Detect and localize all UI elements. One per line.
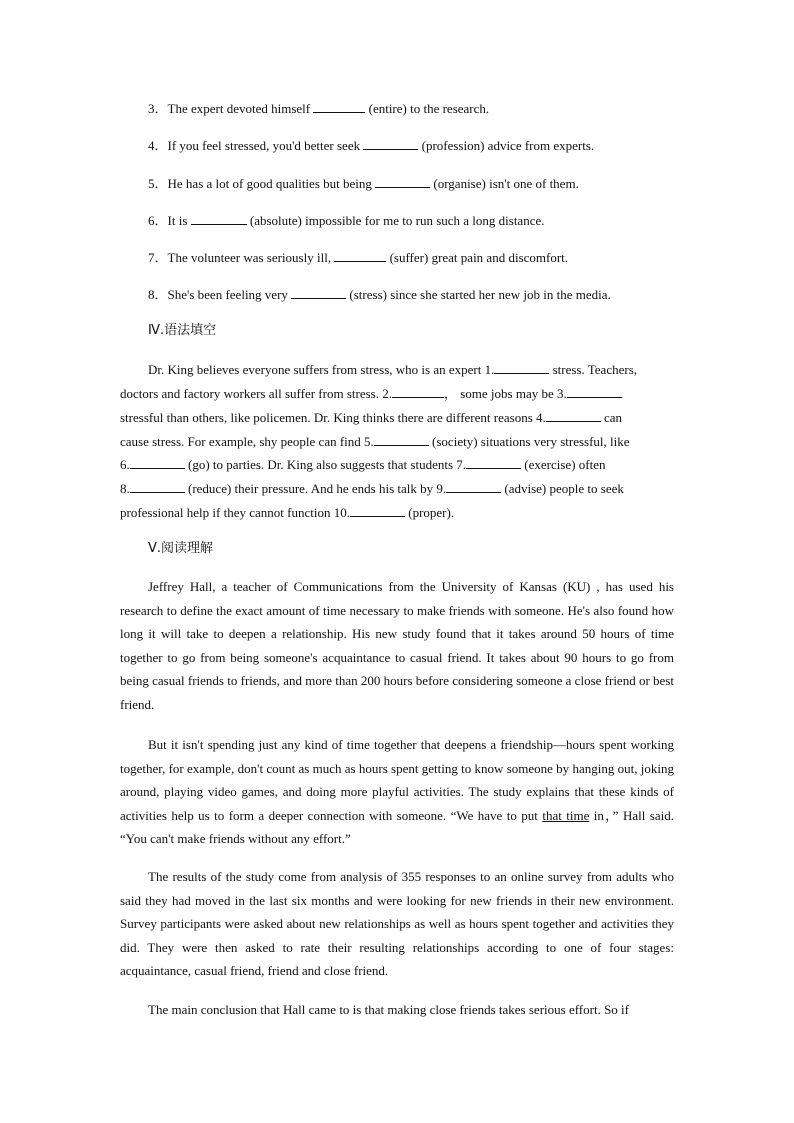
paragraph-text: The results of the study come from analysis of 355 responses to an online survey from adults who said they had moved in the last six months and were looking for new friends in their new environment. Survey participants were asked about new relationships as well as hours spent together and activities they did. They were then asked to rate their resulting relationships according to one of four stages: acquaintance, casual friend, friend and close friend. (120, 869, 674, 979)
answer-blank[interactable] (334, 249, 386, 262)
grammar-line-6 (120, 480, 624, 497)
answer-blank[interactable] (567, 385, 622, 398)
exercise-8 (148, 286, 611, 303)
grammar-text: professional help if they cannot function 10. (120, 505, 350, 520)
grammar-text: cause stress. For example, shy people can find 5. (120, 434, 374, 449)
answer-blank[interactable] (350, 504, 405, 517)
answer-blank[interactable] (546, 409, 601, 422)
grammar-text: 8. (120, 481, 130, 496)
exercise-text: (stress) since she started her new job in the media. (346, 287, 611, 302)
grammar-text: can (600, 410, 623, 425)
answer-blank[interactable] (392, 385, 444, 398)
grammar-text: 6. (120, 457, 130, 472)
answer-blank[interactable] (446, 480, 501, 493)
exercise-text: The volunteer was seriously ill, (167, 250, 335, 265)
exercise-text: (organise) isn't one of them. (430, 176, 579, 191)
exercise-3 (148, 100, 489, 117)
exercise-number: 3． (148, 101, 168, 116)
answer-blank[interactable] (363, 137, 418, 150)
grammar-text: doctors and factory workers all suffer from stress. 2. (120, 386, 392, 401)
grammar-line-2 (120, 385, 622, 402)
grammar-line-5 (120, 456, 605, 473)
exercise-number: 5． (148, 176, 168, 191)
exercise-text: He has a lot of good qualities but being (167, 176, 376, 191)
exercise-number: 6． (148, 213, 168, 228)
answer-blank[interactable] (313, 100, 365, 113)
grammar-text: stress. Teachers, (549, 362, 637, 377)
answer-blank[interactable] (130, 456, 185, 469)
grammar-text: (reduce) their pressure. And he ends his talk by 9. (184, 481, 447, 496)
grammar-line-1 (148, 361, 637, 378)
answer-blank[interactable] (291, 286, 346, 299)
answer-blank[interactable] (191, 212, 247, 225)
section-4-heading: Ⅳ.语法填空 (148, 323, 217, 338)
grammar-text: stressful than others, like policemen. Dr. King thinks there are different reasons 4. (120, 410, 546, 425)
grammar-line-3 (120, 409, 622, 426)
underlined-phrase: that time (542, 807, 590, 823)
paragraph-text: But it isn't spending just any kind of time together that deepens a friendship—hours spent working together, for example, don't count as much as hours spent getting to know someone by hanging out, joking around, playing video games, and doing more playful activities. The study explains that these kinds of activities help us to form a deeper connection with someone. “We have to put (120, 737, 674, 823)
answer-blank[interactable] (494, 361, 549, 374)
grammar-text: (proper). (404, 505, 455, 520)
exercise-text: (suffer) great pain and discomfort. (386, 250, 569, 265)
exercise-text: The expert devoted himself (167, 101, 314, 116)
exercise-text: She's been feeling very (167, 287, 292, 302)
answer-blank[interactable] (130, 480, 185, 493)
exercise-text: (profession) advice from experts. (418, 138, 595, 153)
exercise-text: (entire) to the research. (365, 101, 490, 116)
exercise-text: It is (167, 213, 191, 228)
exercise-4 (148, 137, 594, 154)
paragraph-text: The main conclusion that Hall came to is that making close friends takes serious effort. So if (148, 1002, 629, 1017)
grammar-line-7 (120, 504, 454, 521)
grammar-text: (go) to parties. Dr. King also suggests that students 7. (184, 457, 467, 472)
grammar-text: (advise) people to seek (501, 481, 624, 496)
grammar-text: (exercise) often (521, 457, 606, 472)
exercise-text: (absolute) impossible for me to run such a long distance. (246, 213, 545, 228)
exercise-6 (148, 212, 545, 229)
exercise-text: If you feel stressed, you'd better seek (167, 138, 364, 153)
paragraph-text: in，” Hall said. “You can't make friends without any effort.” (120, 807, 674, 847)
exercise-number: 4． (148, 138, 168, 153)
exercise-number: 8． (148, 287, 168, 302)
exercise-number: 7． (148, 250, 168, 265)
grammar-text: Dr. King believes everyone suffers from stress, who is an expert 1. (148, 362, 495, 377)
section-5-heading: Ⅴ.阅读理解 (148, 541, 214, 556)
reading-paragraph-3 (120, 865, 674, 983)
reading-paragraph-2 (120, 733, 674, 851)
answer-blank[interactable] (375, 175, 430, 188)
reading-paragraph-4 (120, 998, 674, 1022)
grammar-text: (society) situations very stressful, like (428, 434, 630, 449)
paragraph-text: Jeffrey Hall, a teacher of Communications from the University of Kansas (KU) , has used his research to define the exact amount of time necessary to make friends with someone. He's also found how long it will take to deepen a relationship. His new study found that it takes around 50 hours of time together to go from being someone's acquaintance to casual friend. It takes about 90 hours to go from being casual friends to friends, and more than 200 hours before considering someone a close friend or best friend. (120, 579, 674, 712)
answer-blank[interactable] (374, 433, 429, 446)
reading-paragraph-1 (120, 575, 674, 717)
grammar-line-4 (120, 433, 630, 450)
exercise-7 (148, 249, 568, 266)
exercise-5 (148, 175, 579, 192)
grammar-text: ， some jobs may be 3. (443, 386, 567, 401)
answer-blank[interactable] (466, 456, 521, 469)
